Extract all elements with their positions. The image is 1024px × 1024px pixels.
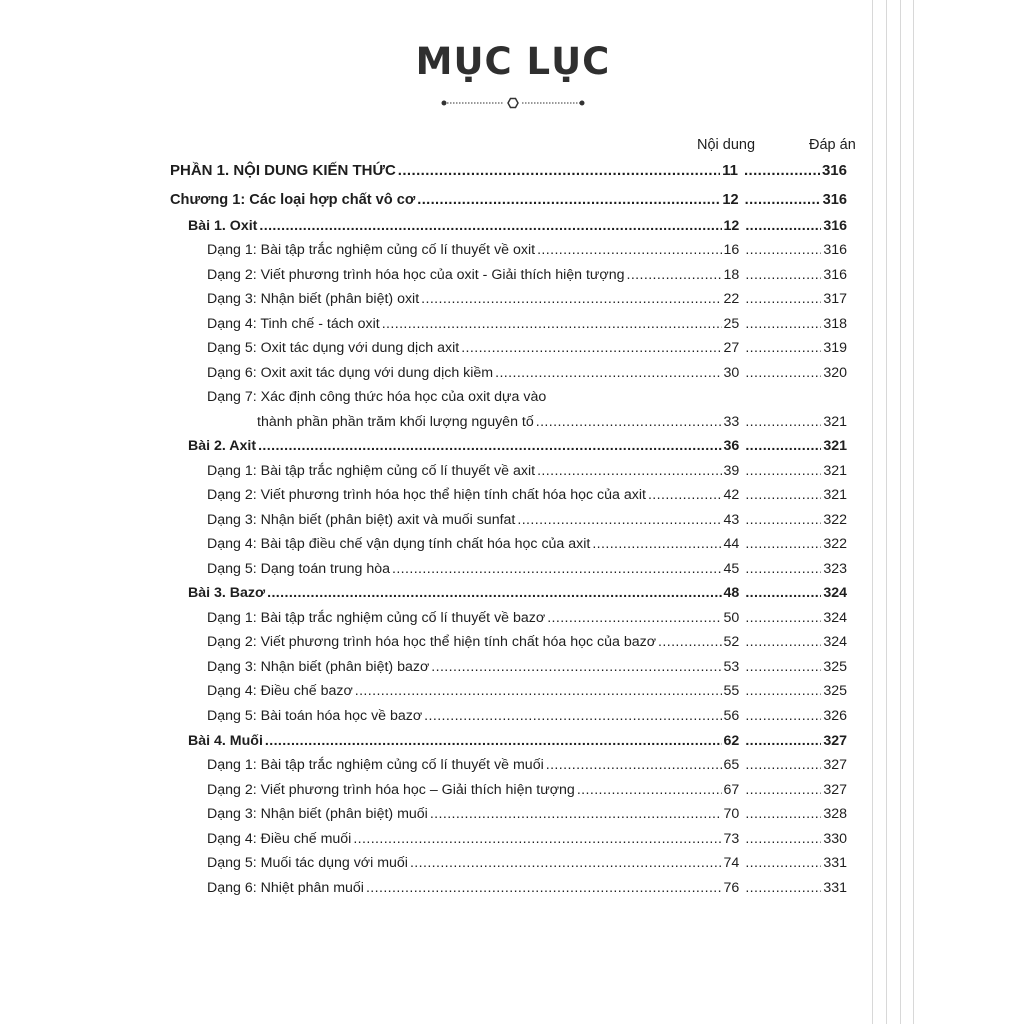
toc-item <box>207 608 847 628</box>
toc-item-answer-page: 327 <box>823 782 847 798</box>
dot-leader <box>745 706 821 726</box>
dot-leader <box>461 338 721 358</box>
toc-item-answer-page: 316 <box>821 162 847 179</box>
dot-leader <box>537 240 721 260</box>
toc-item-answer-page: 321 <box>823 414 847 430</box>
dot-leader <box>745 681 821 701</box>
toc-item-page: 44 <box>723 536 740 552</box>
column-header-content: Nội dung <box>697 137 756 153</box>
toc-item-answer-page: 323 <box>823 561 847 577</box>
dot-leader <box>537 461 721 481</box>
toc-item-page: 30 <box>723 365 740 381</box>
toc-item-page: 22 <box>723 291 740 307</box>
toc-item-page: 73 <box>723 831 740 847</box>
toc-item <box>207 510 847 530</box>
toc-item <box>207 534 847 554</box>
dot-leader <box>353 829 721 849</box>
dot-leader <box>417 190 720 210</box>
toc-item <box>207 289 847 309</box>
toc-item <box>207 265 847 285</box>
toc-item-label: Bài 2. Axit <box>188 438 257 454</box>
toc-chapter <box>170 190 847 210</box>
dot-leader <box>546 755 722 775</box>
toc-item-page: 16 <box>723 242 740 258</box>
column-header-answer: Đáp án <box>809 137 856 153</box>
toc-item-label: Dạng 6: Nhiệt phân muối <box>207 880 364 896</box>
toc-item-answer-page: 322 <box>823 512 847 528</box>
dot-leader <box>495 363 721 383</box>
dot-leader <box>745 265 821 285</box>
toc-item-label: Dạng 1: Bài tập trắc nghiệm củng cố lí thuyết về oxit <box>207 242 536 258</box>
dot-leader <box>745 559 821 579</box>
toc-item-label: Dạng 7: Xác định công thức hóa học của oxit dựa vào <box>207 389 547 405</box>
dot-leader <box>267 583 721 603</box>
toc-item-label: Dạng 5: Bài toán hóa học về bazơ <box>207 708 423 724</box>
toc-item-label: Bài 3. Bazơ <box>188 585 266 601</box>
toc-item-page: 45 <box>723 561 740 577</box>
toc-item-label: Dạng 1: Bài tập trắc nghiệm củng cố lí thuyết về muối <box>207 757 544 773</box>
toc-item-label: Dạng 2: Viết phương trình hóa học – Giải thích hiện tượng <box>207 782 575 798</box>
toc-item-label: Bài 4. Muối <box>188 733 263 749</box>
dot-leader <box>745 657 821 677</box>
dot-leader <box>745 363 821 383</box>
dot-leader <box>259 216 721 236</box>
dot-leader <box>745 632 821 652</box>
dot-leader <box>424 706 721 726</box>
dot-leader <box>745 412 821 432</box>
toc-item-label: Dạng 3: Nhận biết (phân biệt) muối <box>207 806 428 822</box>
toc-item <box>207 559 847 579</box>
toc-item-label: Dạng 5: Muối tác dụng với muối <box>207 855 408 871</box>
dot-leader <box>745 338 821 358</box>
toc-item <box>207 461 847 481</box>
dot-leader <box>431 657 721 677</box>
toc-part <box>170 161 847 181</box>
toc-item-answer-page: 321 <box>823 438 847 454</box>
toc-item <box>207 780 847 800</box>
dot-leader <box>536 412 722 432</box>
dot-leader <box>745 510 821 530</box>
dot-leader <box>547 608 721 628</box>
dot-leader <box>392 559 722 579</box>
dot-leader <box>745 240 821 260</box>
toc-item-answer-page: 327 <box>823 757 847 773</box>
toc-item-label: Dạng 2: Viết phương trình hóa học thể hiện tính chất hóa học của axit <box>207 487 646 503</box>
dot-leader <box>745 583 821 603</box>
toc-item-answer-page: 318 <box>823 316 847 332</box>
toc-item-answer-page: 322 <box>823 536 847 552</box>
toc-item-page: 42 <box>723 487 740 503</box>
toc-item <box>207 485 847 505</box>
toc-item-page: 53 <box>723 659 740 675</box>
toc-item-answer-page: 316 <box>822 192 847 208</box>
toc-item-label: Dạng 4: Bài tập điều chế vận dụng tính chất hóa học của axit <box>207 536 591 552</box>
toc-item-label: Dạng 3: Nhận biết (phân biệt) axit và muối sunfat <box>207 512 516 528</box>
dot-leader <box>745 461 821 481</box>
toc-item-answer-page: 319 <box>823 340 847 356</box>
toc-lesson <box>188 216 847 236</box>
toc-item-answer-page: 317 <box>823 291 847 307</box>
dot-leader <box>745 780 821 800</box>
toc-item <box>207 878 847 898</box>
dot-leader <box>648 485 722 505</box>
toc-item-answer-page: 324 <box>823 610 847 626</box>
toc-item <box>207 632 847 652</box>
toc-item <box>257 412 847 432</box>
toc-item-label: Bài 1. Oxit <box>188 218 258 234</box>
dot-leader <box>355 681 722 701</box>
dot-leader <box>745 804 821 824</box>
toc-item-answer-page: 316 <box>823 242 847 258</box>
toc-item <box>207 853 847 873</box>
dot-leader <box>745 289 821 309</box>
dot-leader <box>745 216 821 236</box>
dot-leader <box>265 731 722 751</box>
dot-leader <box>382 314 722 334</box>
toc-item-answer-page: 324 <box>823 634 847 650</box>
toc-item-label: thành phần phần trăm khối lượng nguyên tố <box>257 414 534 430</box>
toc-item-answer-page: 326 <box>823 708 847 724</box>
page-edge-line <box>900 0 901 1024</box>
toc-item-answer-page: 325 <box>823 683 847 699</box>
toc-item <box>207 338 847 358</box>
toc-lesson <box>188 436 847 456</box>
dot-leader <box>592 534 721 554</box>
toc-item <box>207 804 847 824</box>
toc-item-label: Dạng 2: Viết phương trình hóa học của oxit - Giải thích hiện tượng <box>207 267 625 283</box>
toc-item-answer-page: 321 <box>823 463 847 479</box>
dot-leader <box>398 161 720 181</box>
dot-leader <box>745 314 821 334</box>
toc-item-label: Dạng 6: Oxit axit tác dụng với dung dịch kiềm <box>207 365 494 381</box>
toc-item-answer-page: 331 <box>823 855 847 871</box>
page-edge-line <box>913 0 914 1024</box>
toc-item-page: 12 <box>723 218 740 234</box>
toc-item-page: 62 <box>723 733 740 749</box>
dot-leader <box>658 632 722 652</box>
toc-item-page: 39 <box>723 463 740 479</box>
dot-leader <box>421 289 721 309</box>
toc-item-label: Dạng 3: Nhận biết (phân biệt) oxit <box>207 291 420 307</box>
toc-item-page: 48 <box>723 585 740 601</box>
toc-item-page: 18 <box>723 267 740 283</box>
dot-leader <box>745 853 821 873</box>
toc-item-page: 50 <box>723 610 740 626</box>
toc-item-page: 70 <box>723 806 740 822</box>
dot-leader <box>366 878 722 898</box>
toc-item <box>207 387 546 407</box>
toc-item <box>207 681 847 701</box>
toc-item-label: PHẦN 1. NỘI DUNG KIẾN THỨC <box>170 162 396 179</box>
toc-item-label: Dạng 4: Tinh chế - tách oxit <box>207 316 380 332</box>
toc-item-answer-page: 325 <box>823 659 847 675</box>
dot-leader <box>744 161 820 181</box>
toc-item-page: 12 <box>722 192 739 208</box>
toc-item-label: Dạng 5: Dạng toán trung hòa <box>207 561 390 577</box>
dot-leader <box>745 878 821 898</box>
dot-leader <box>745 829 821 849</box>
toc-item <box>207 240 847 260</box>
toc-item-page: 55 <box>723 683 740 699</box>
toc-lesson <box>188 731 847 751</box>
toc-item-page: 65 <box>723 757 740 773</box>
dot-leader <box>627 265 722 285</box>
toc-item-page: 74 <box>723 855 740 871</box>
toc-item <box>207 363 847 383</box>
toc-item-page: 43 <box>723 512 740 528</box>
toc-item-label: Dạng 5: Oxit tác dụng với dung dịch axit <box>207 340 460 356</box>
dot-leader <box>577 780 722 800</box>
toc-item-label: Dạng 3: Nhận biết (phân biệt) bazơ <box>207 659 430 675</box>
toc-item-answer-page: 320 <box>823 365 847 381</box>
toc-item-answer-page: 324 <box>823 585 847 601</box>
title-ornament-divider <box>440 96 586 110</box>
dot-leader <box>410 853 722 873</box>
toc-item-page: 67 <box>723 782 740 798</box>
dot-leader <box>745 534 821 554</box>
toc-item-page: 33 <box>723 414 740 430</box>
toc-item-label: Dạng 2: Viết phương trình hóa học thể hiện tính chất hóa học của bazơ <box>207 634 657 650</box>
toc-item <box>207 657 847 677</box>
toc-item <box>207 314 847 334</box>
toc-item-answer-page: 321 <box>823 487 847 503</box>
toc-item-answer-page: 327 <box>823 733 847 749</box>
toc-item <box>207 829 847 849</box>
toc-item <box>207 706 847 726</box>
toc-item-answer-page: 330 <box>823 831 847 847</box>
toc-item-answer-page: 316 <box>823 218 847 234</box>
toc-item-page: 56 <box>723 708 740 724</box>
toc-item-page: 52 <box>723 634 740 650</box>
toc-item-page: 11 <box>722 162 738 179</box>
page-title: MỤC LỤC <box>415 40 611 83</box>
dot-leader <box>745 731 821 751</box>
dot-leader <box>258 436 721 456</box>
dot-leader <box>745 436 821 456</box>
dot-leader <box>745 608 821 628</box>
toc-lesson <box>188 583 847 603</box>
dot-leader <box>517 510 721 530</box>
page-edge-line <box>872 0 873 1024</box>
toc-item-label: Dạng 1: Bài tập trắc nghiệm củng cố lí thuyết về axit <box>207 463 536 479</box>
toc-item-answer-page: 331 <box>823 880 847 896</box>
toc-item-label: Dạng 4: Điều chế muối <box>207 831 352 847</box>
dot-leader <box>745 755 821 775</box>
page-edge-line <box>886 0 887 1024</box>
toc-item-page: 27 <box>723 340 740 356</box>
toc-item-label: Dạng 1: Bài tập trắc nghiệm củng cố lí thuyết về bazơ <box>207 610 546 626</box>
toc-item-page: 76 <box>723 880 740 896</box>
dot-leader <box>745 190 821 210</box>
toc-item-label: Dạng 4: Điều chế bazơ <box>207 683 353 699</box>
dot-leader <box>430 804 722 824</box>
toc-item <box>207 755 847 775</box>
toc-item-answer-page: 316 <box>823 267 847 283</box>
dot-leader <box>745 485 821 505</box>
toc-item-page: 36 <box>723 438 740 454</box>
toc-item-label: Chương 1: Các loại hợp chất vô cơ <box>170 192 416 208</box>
toc-item-answer-page: 328 <box>823 806 847 822</box>
toc-item-page: 25 <box>723 316 740 332</box>
